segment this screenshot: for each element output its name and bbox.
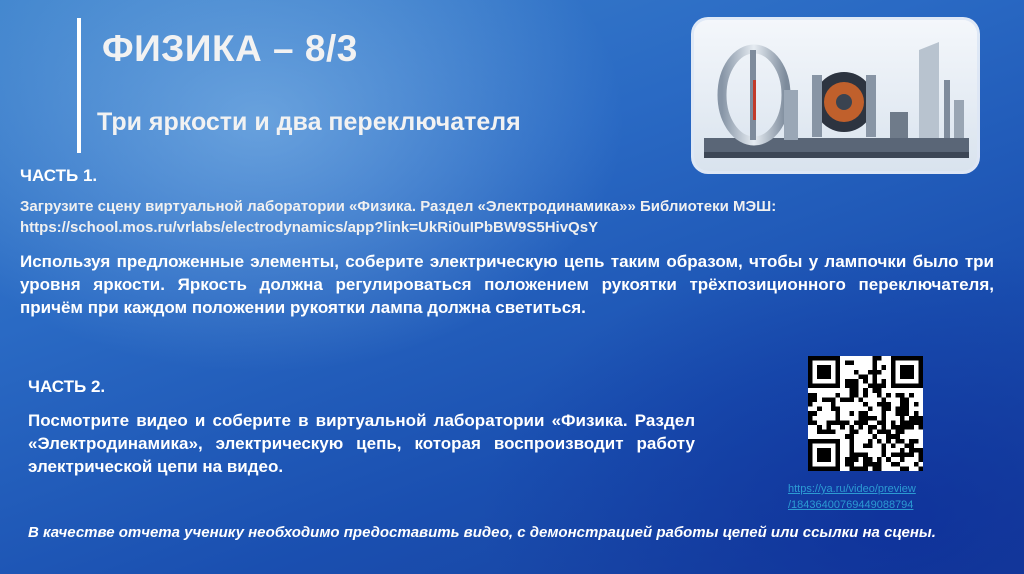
part1-instruction: Загрузите сцену виртуальной лаборатории «Физика. Раздел «Электродинамика»» Библиотеки МЭШ: [20, 198, 777, 215]
physics-lab-equipment-image [694, 20, 977, 171]
part2-heading: ЧАСТЬ 2. [28, 377, 106, 396]
part1-task: Используя предложенные элементы, соберите электрическую цепь таким образом, чтобы у лампочки было три уровня яркости. Яркость должна регулироваться положением рукоятки трёхпозиционного переключателя, причём при каждом положении рукоятки лампа должна светиться. [20, 252, 994, 317]
title-accent-bar [77, 18, 81, 153]
part1-scene-link[interactable]: https://school.mos.ru/vrlabs/electrodynamics/app?link=UkRi0uIPbBW9S5HivQsY [20, 219, 599, 236]
qr-code-icon[interactable] [808, 356, 923, 471]
page-subtitle: Три яркости и два переключателя [97, 108, 521, 136]
page-title: ФИЗИКА – 8/3 [102, 28, 358, 69]
part1-heading: ЧАСТЬ 1. [20, 166, 98, 185]
video-link[interactable] [788, 481, 916, 513]
video-link-line2[interactable]: /18436400769449088794 [788, 499, 914, 511]
video-link-line1[interactable]: https://ya.ru/video/preview [788, 483, 916, 495]
report-note: В качестве отчета ученику необходимо предоставить видео, с демонстрацией работы цепей или ссылки на сцены. [28, 524, 936, 541]
part1-instruction-block [20, 196, 990, 238]
part2-task: Посмотрите видео и соберите в виртуальной лаборатории «Физика. Раздел «Электродинамика», электрическую цепь, которая воспроизводит работу электрической цепи на видео. [28, 411, 695, 476]
